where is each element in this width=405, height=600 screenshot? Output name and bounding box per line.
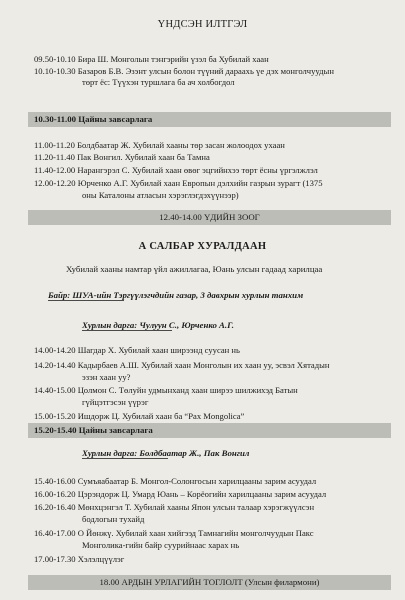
- break-label: 15.20-15.40 Цайны завсарлага: [34, 425, 153, 435]
- row-continuation: төрт ёс: Түүхэн туршлага ба ач холбогдол: [82, 77, 235, 87]
- row-time: 09.50-10.10: [34, 54, 76, 64]
- break-label: 10.30-11.00 Цайны завсарлага: [34, 114, 153, 124]
- row-text: Шагдар Х. Хубилай хаан ширээнд суусан нь: [77, 345, 240, 355]
- keynote-heading: ҮНДСЭН ИЛТГЭЛ: [157, 19, 248, 30]
- row-time: 16.40-17.00: [34, 528, 76, 538]
- row-time: 11.00-11.20: [34, 140, 75, 150]
- program-row: [34, 385, 393, 396]
- venue-underline: [48, 300, 124, 301]
- row-time: 14.20-14.40: [34, 360, 76, 370]
- row-time: 14.40-15.00: [34, 385, 76, 395]
- program-row: [34, 178, 393, 189]
- row-text: Болдбаатар Ж. Хубилай хааны төр засан жолоодох ухаан: [77, 140, 285, 150]
- row-text: Пак Вонгил. Хубилай хаан ба Тамна: [77, 152, 210, 162]
- row-time: 11.20-11.40: [34, 152, 75, 162]
- row-text: Цолмон С. Төлуйн удмынханд хаан ширээ шилжихэд Батын: [77, 385, 298, 395]
- chairs-underline: [82, 458, 168, 459]
- row-time: 16.00-16.20: [34, 489, 76, 499]
- program-row: [34, 54, 393, 65]
- program-row: [34, 554, 393, 565]
- row-text: Ишдорж Ц. Хубилай хаан ба “Pax Mongolica”: [77, 411, 245, 421]
- section-a-title: А САЛБАР ХУРАЛДААН: [138, 241, 267, 252]
- program-row: [34, 360, 393, 371]
- row-text: Бира Ш. Монголын тэнгэрийн үзэл ба Хубилай хаан: [77, 54, 269, 64]
- row-text: Юрченко А.Г. Хубилай хаан Европын дэлхийн газрын зурагт (1375: [77, 178, 323, 188]
- program-row: [34, 476, 393, 487]
- program-row: [34, 502, 393, 513]
- row-text: Цэрэндорж Ц. Умард Юань – Корёогийн харилцааны зарим асуудал: [77, 489, 327, 499]
- program-row: [34, 165, 393, 176]
- chairs-1: Хурлын дарга: Чулуун С., Юрченко А.Г.: [82, 320, 234, 330]
- section-a-venue: Байр: ШУА-ийн Тэргүүлэгчдийн газар, 3 давхрын хурлын танхим: [48, 290, 304, 300]
- program-row: [34, 528, 393, 539]
- row-text: Нарангэрэл С. Хубилай хаан өвөг эцгийнхээ төрт ёсны үргэлжлэл: [77, 165, 318, 175]
- row-text: Хэлэлцүүлэг: [77, 554, 125, 564]
- row-text: Мөнхцэнгэл Т. Хубилай хааны Япон улсын талаар хэрэгжүүлсэн: [77, 502, 315, 512]
- row-time: 15.00-15.20: [34, 411, 76, 421]
- chairs-2: Хурлын дарга: Болдбаатар Ж., Пак Вонгил: [82, 448, 250, 458]
- program-row: [34, 152, 393, 163]
- row-time: 11.40-12.00: [34, 165, 76, 175]
- row-time: 10.10-10.30: [34, 66, 76, 76]
- row-text: О Йөнжү. Хубилай хаан хийгээд Тамнагийн монголчуудын Пакс: [77, 528, 314, 538]
- lunch-label: 12.40-14.00 ҮДИЙН ЗООГ: [159, 212, 260, 222]
- row-time: 14.00-14.20: [34, 345, 76, 355]
- row-text: Кадырбаев А.Ш. Хубилай хаан Монголын их хаан уу, эсвэл Хятадын: [77, 360, 330, 370]
- row-time: 12.00-12.20: [34, 178, 76, 188]
- row-text: Базаров Б.В. Эзэнт улсын болон түүний дараахь үе дэх монголчуудын: [77, 66, 334, 76]
- chairs-underline: [82, 330, 172, 331]
- row-text: Сумъяабаатар Б. Монгол-Солонгосын харилцааны зарим асуудал: [77, 476, 317, 486]
- program-row: [34, 140, 393, 151]
- program-row: [34, 489, 393, 500]
- program-row: [34, 66, 393, 77]
- row-continuation: Монголика-гийн байр суурийнаас харах нь: [82, 540, 240, 550]
- section-a-theme: Хубилай хааны намтар үйл ажиллагаа, Юань улсын гадаад харилцаа: [66, 264, 323, 274]
- row-time: 16.20-16.40: [34, 502, 76, 512]
- row-continuation: бодлогын тухайд: [82, 514, 145, 524]
- row-time: 17.00-17.30: [34, 554, 76, 564]
- row-continuation: гүйцэтгэсэн үүрэг: [82, 397, 149, 407]
- row-continuation: эзэн хаан уу?: [82, 372, 131, 382]
- row-continuation: оны Каталоны атласын хэрэглэгдэхүүнээр): [82, 190, 239, 200]
- concert-label: 18.00 АРДЫН УРЛАГИЙН ТОГЛОЛТ (Улсын филармони): [99, 577, 320, 587]
- program-row: [34, 411, 393, 422]
- row-time: 15.40-16.00: [34, 476, 76, 486]
- program-row: [34, 345, 393, 356]
